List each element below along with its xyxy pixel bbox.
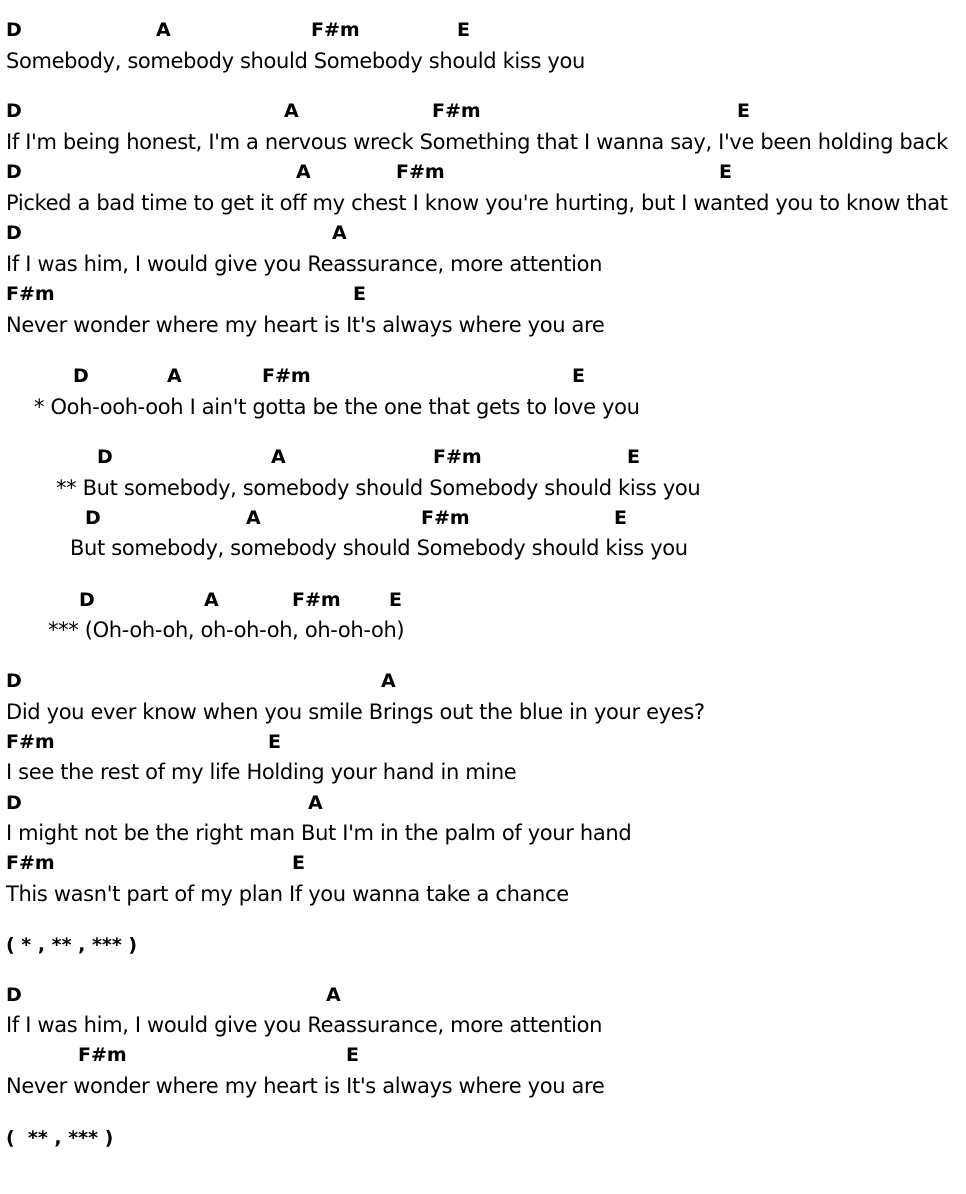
chord-label: E xyxy=(627,446,640,468)
chord-label: E xyxy=(353,283,366,305)
chord-label: D xyxy=(73,365,89,387)
chord-label: D xyxy=(79,589,95,611)
chord-label: A xyxy=(204,589,219,611)
lyric-line: Did you ever know when you smile Brings out the blue in your eyes? xyxy=(6,700,705,724)
chord-label: F#m xyxy=(6,731,55,753)
chord-label: E xyxy=(614,507,627,529)
lyric-line: ** But somebody, somebody should Somebody should kiss you xyxy=(56,476,701,500)
chord-label: F#m xyxy=(6,852,55,874)
chord-label: A xyxy=(332,222,347,244)
chord-label: E xyxy=(292,852,305,874)
lyric-line: *** (Oh-oh-oh, oh-oh-oh, oh-oh-oh) xyxy=(48,618,405,642)
chord-label: D xyxy=(97,446,113,468)
lyric-line: If I was him, I would give you Reassurance, more attention xyxy=(6,252,603,276)
chord-label: D xyxy=(6,100,22,122)
chord-label: E xyxy=(457,19,470,41)
repeat-marker: ( * , ** , *** ) xyxy=(6,934,138,956)
chord-label: E xyxy=(268,731,281,753)
chord-label: A xyxy=(326,984,341,1006)
chord-label: D xyxy=(6,161,22,183)
chord-label: F#m xyxy=(262,365,311,387)
chord-label: E xyxy=(389,589,402,611)
chord-label: E xyxy=(719,161,732,183)
lyric-line: Somebody, somebody should Somebody should kiss you xyxy=(6,49,585,73)
lyric-line: Never wonder where my heart is It's always where you are xyxy=(6,313,605,337)
chord-label: A xyxy=(271,446,286,468)
lyric-line: I see the rest of my life Holding your hand in mine xyxy=(6,760,517,784)
chord-label: D xyxy=(85,507,101,529)
chord-label: E xyxy=(737,100,750,122)
lyric-line: Picked a bad time to get it off my chest I know you're hurting, but I wanted you to know that xyxy=(6,191,948,215)
chord-label: F#m xyxy=(433,446,482,468)
chord-label: A xyxy=(284,100,299,122)
lyric-line: Never wonder where my heart is It's always where you are xyxy=(6,1074,605,1098)
chord-label: A xyxy=(381,670,396,692)
chord-label: D xyxy=(6,792,22,814)
chord-label: E xyxy=(346,1044,359,1066)
chord-label: A xyxy=(156,19,171,41)
chord-label: A xyxy=(296,161,311,183)
lyric-line: I might not be the right man But I'm in the palm of your hand xyxy=(6,821,632,845)
chord-label: D xyxy=(6,19,22,41)
chord-label: F#m xyxy=(396,161,445,183)
chord-label: F#m xyxy=(432,100,481,122)
lyric-line: If I was him, I would give you Reassurance, more attention xyxy=(6,1013,603,1037)
chord-label: F#m xyxy=(78,1044,127,1066)
chord-label: F#m xyxy=(6,283,55,305)
chord-label: D xyxy=(6,222,22,244)
chord-label: D xyxy=(6,670,22,692)
chord-label: A xyxy=(246,507,261,529)
chord-label: E xyxy=(572,365,585,387)
chord-label: A xyxy=(308,792,323,814)
chord-label: F#m xyxy=(292,589,341,611)
lyric-line: This wasn't part of my plan If you wanna take a chance xyxy=(6,882,569,906)
lyric-line: But somebody, somebody should Somebody should kiss you xyxy=(70,536,688,560)
repeat-marker: ( ** , *** ) xyxy=(6,1127,114,1149)
chord-label: A xyxy=(167,365,182,387)
chord-label: F#m xyxy=(421,507,470,529)
lyric-line: * Ooh-ooh-ooh I ain't gotta be the one that gets to love you xyxy=(34,395,640,419)
chord-label: D xyxy=(6,984,22,1006)
lyric-line: If I'm being honest, I'm a nervous wreck Something that I wanna say, I've been holding back xyxy=(6,130,948,154)
chord-label: F#m xyxy=(311,19,360,41)
